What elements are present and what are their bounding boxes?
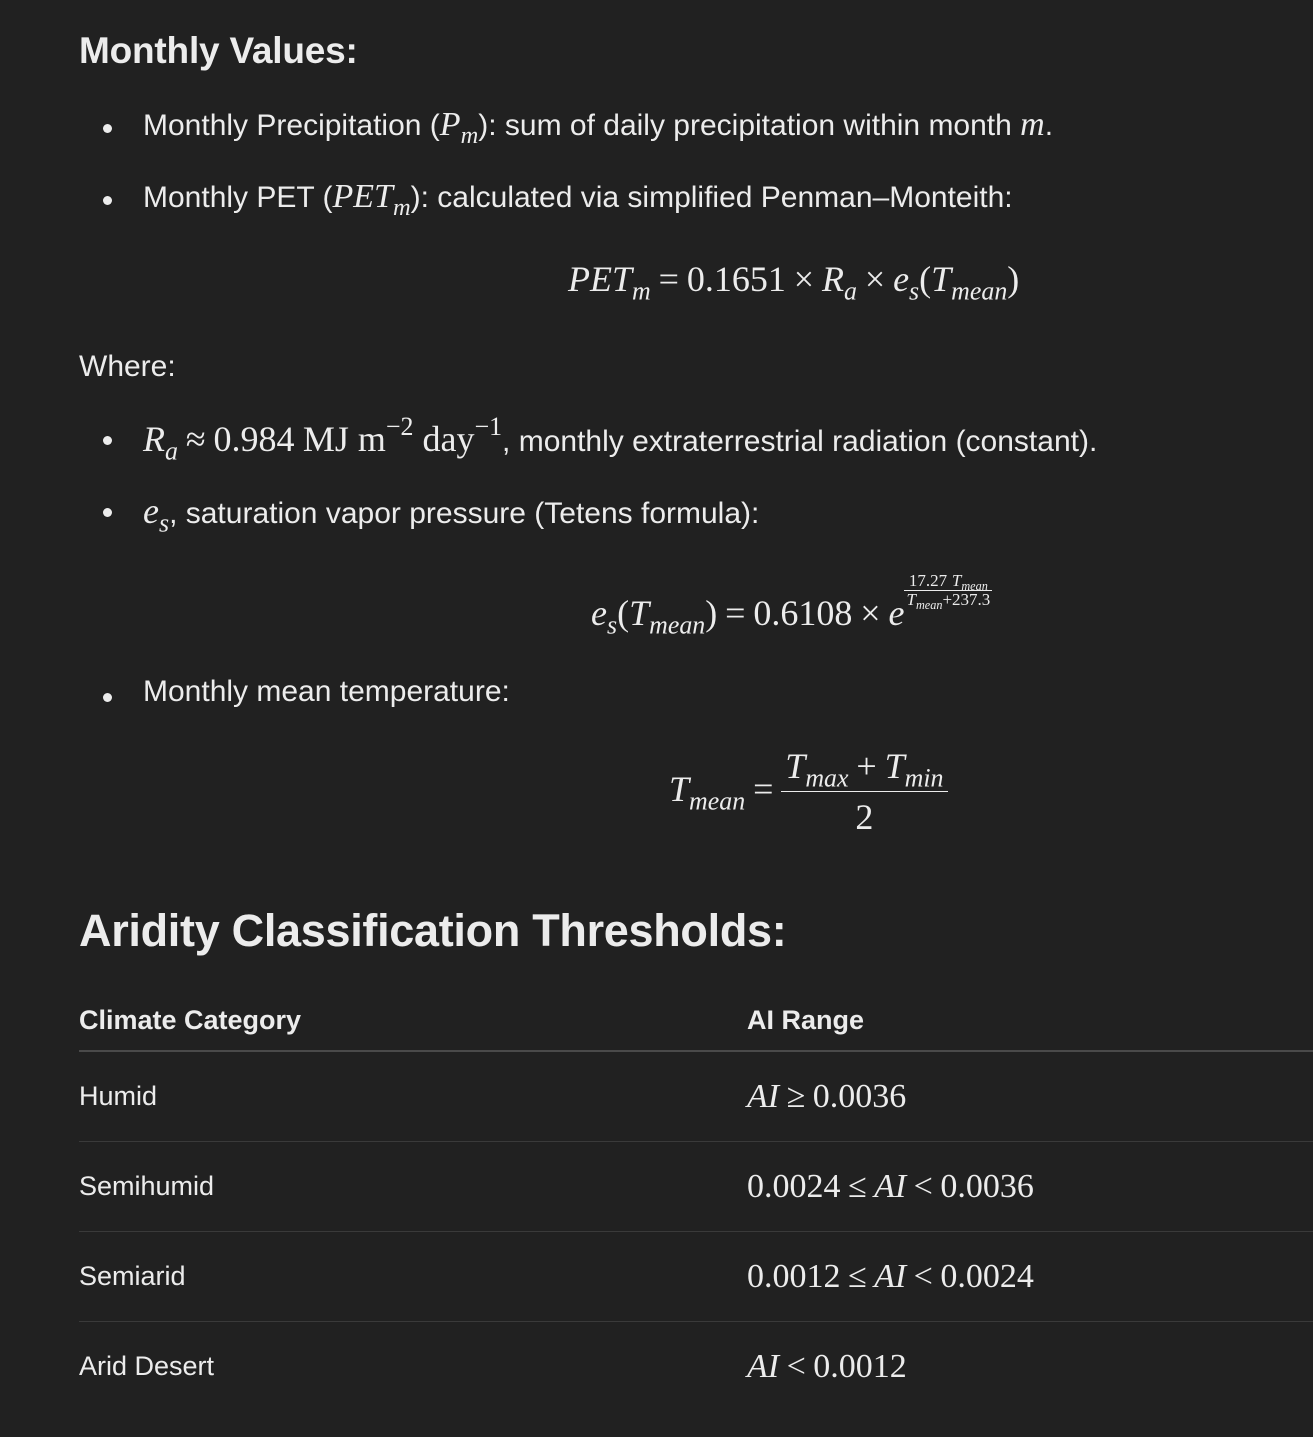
section-heading-monthly-values: Monthly Values:	[79, 30, 358, 71]
ai-range-cell: 0.0024 ≤ AI < 0.0036	[747, 1142, 1313, 1232]
math-symbol: $P_m$	[439, 106, 479, 149]
category-cell: Semihumid	[79, 1142, 747, 1232]
fraction: $\frac{T_{max} + T_{min}}{2}$	[781, 745, 947, 838]
category-cell: Arid Desert	[79, 1351, 215, 1381]
where-label: Where:	[79, 350, 176, 383]
bullet-dot	[103, 196, 112, 205]
equation-tmean: $T_{mean}$ = $\frac{T_{max} + T_{min}}{2}$	[669, 745, 948, 838]
category-cell: Semiarid	[79, 1232, 747, 1322]
table-header-row	[79, 990, 1313, 1051]
bullet-dot	[103, 508, 112, 517]
ai-range-cell: AI ≥ 0.0036	[747, 1051, 1313, 1142]
category-cell: Humid	[79, 1051, 747, 1142]
table-row	[79, 1051, 1313, 1142]
bullet-dot	[103, 436, 112, 445]
column-header-category: Climate Category	[79, 990, 747, 1051]
ai-range-cell: AI < 0.0012	[747, 1348, 907, 1385]
section-heading-aridity: Aridity Classification Thresholds:	[79, 905, 787, 956]
ai-range-cell: 0.0012 ≤ AI < 0.0024	[747, 1232, 1313, 1322]
math-symbol: $R_a$	[143, 419, 178, 466]
math-symbol: $e_s$	[143, 491, 170, 538]
column-header-ai-range: AI Range	[747, 990, 1313, 1051]
aridity-table	[79, 990, 1313, 1411]
equation-es: $e_s(T_{mean}) = 0.6108 \times e$ 17.27 $T_{mean}$ $T_{mean}+237.3$	[591, 571, 991, 640]
bullet-dot	[103, 124, 112, 133]
exponent-fraction: 17.27 $T_{mean}$ $T_{mean}+237.3$	[906, 571, 991, 612]
table-row	[79, 1322, 1313, 1412]
bullet-dot	[103, 693, 112, 702]
equation-pet: $PET_m = 0.1651 \times R_a \times e_s(T_{mean})$	[568, 259, 1020, 306]
math-symbol: $PET_m$	[332, 178, 411, 221]
table-row	[79, 1142, 1313, 1232]
table-row	[79, 1232, 1313, 1322]
